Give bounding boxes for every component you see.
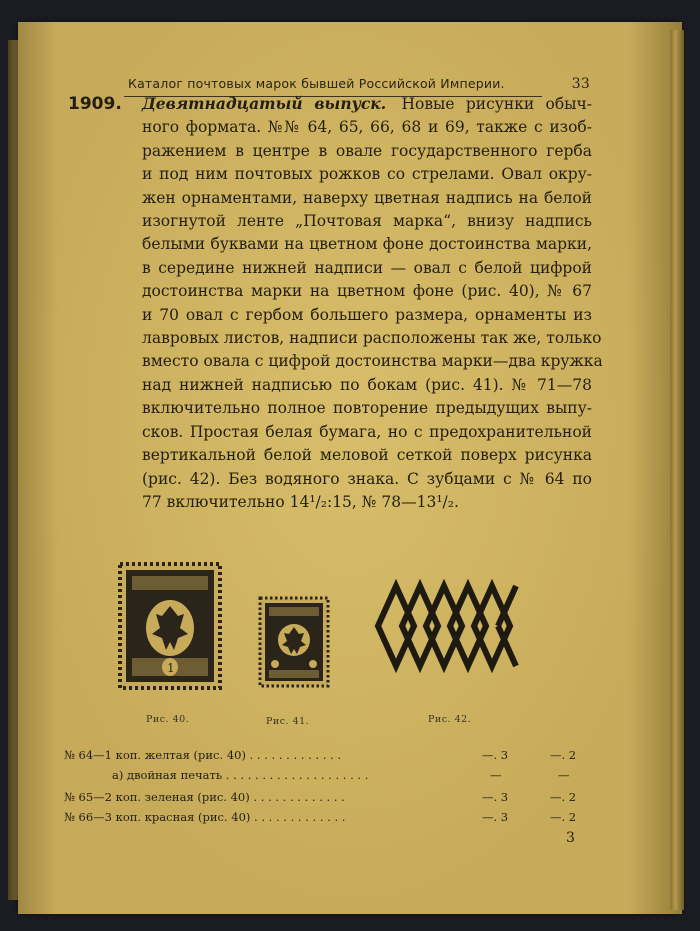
running-header-title: Каталог почтовых марок бывшей Российской Империи. [128,76,505,91]
text-line: лавровых листов, надписи расположены так же, только [142,329,602,348]
table-row: № 65—2 коп. зеленая (рис. 40) . . . . . . . . . . . . . —. 3 —. 2 [64,790,577,804]
lattice-illustration-fig42 [372,578,522,674]
text-line: ного формата. №№ 64, 65, 66, 68 и 69, также с изоб- [142,118,592,137]
page-edges [670,30,684,910]
signature-mark: 3 [566,830,575,846]
table-row: а) двойная печать . . . . . . . . . . . . . . . . . . . . — — [112,768,570,782]
stamp-illustration-fig41 [258,596,330,688]
text-line: 77 включительно 14¹/₂:15, № 78—13¹/₂. [142,492,459,511]
text-line: (рис. 42). Без водяного знака. С зубцами с № 64 по [142,469,592,488]
text-line: в середине нижней надписи — овал с белой цифрой [142,258,592,277]
table-row: № 64—1 коп. желтая (рис. 40) . . . . . . . . . . . . . —. 3 —. 2 [64,748,577,762]
stamp-illustration-fig40 [118,562,222,690]
issue-title: Девятнадцатый выпуск. [142,94,387,113]
text-line: изогнутой ленте „Почтовая марка“, внизу надпись [142,212,592,231]
figure-caption: Рис. 40. [146,714,190,725]
issue-description [68,92,603,514]
svg-text:1: 1 [167,661,175,675]
text-line: достоинства марки на цветном фоне (рис. 40), № 67 [142,282,592,301]
text-line: и под ним почтовых рожков со стрелами. Овал окру- [142,165,592,184]
text-line: 1909. Девятнадцатый выпуск. Новые рисунки обыч- [68,92,592,116]
table-row: № 66—3 коп. красная (рис. 40) . . . . . . . . . . . . . —. 3 —. 2 [64,810,577,824]
figure-caption: Рис. 42. [428,714,472,725]
text-line: и 70 овал с гербом большего размера, орнаменты из [142,305,592,324]
text-line: вместо овала с цифрой достоинства марки—два кружка [142,352,603,371]
text-line: ражением в центре в овале государственного герба [142,141,592,160]
text-line: вертикальной белой меловой сеткой поверх рисунка [142,446,592,465]
page-number: 33 [571,76,590,92]
text-line: сков. Простая белая бумага, но с предохранительной [142,422,592,441]
text-line: белыми буквами на цветном фоне достоинства марки, [142,235,592,254]
text-line: включительно полное повторение предыдущих выпу- [142,399,592,418]
issue-year: 1909. [68,94,122,114]
text-line: над нижней надписью по бокам (рис. 41). № 71—78 [142,375,592,394]
text-line: жен орнаментами, наверху цветная надпись на белой [142,188,592,207]
figure-caption: Рис. 41. [266,716,310,727]
